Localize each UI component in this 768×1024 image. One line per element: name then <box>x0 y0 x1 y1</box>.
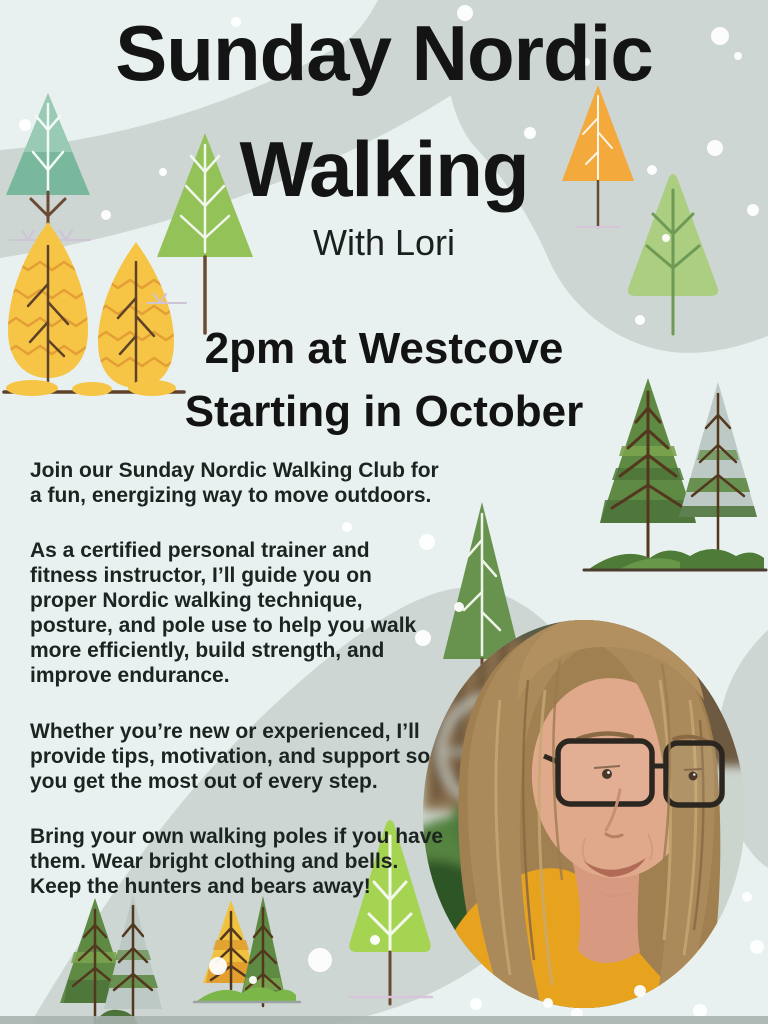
poster-title-line1: Sunday Nordic <box>115 9 653 97</box>
body-line: improve endurance. <box>30 664 230 687</box>
body-line: Keep the hunters and bears away! <box>30 875 371 898</box>
body-line: more efficiently, build strength, and <box>30 639 385 662</box>
body-line: you get the most out of every step. <box>30 770 378 793</box>
body-line: Bring your own walking poles if you have <box>30 825 444 848</box>
event-time-location: 2pm at Westcove <box>204 324 564 373</box>
body-line: posture, and pole use to help you walk <box>30 614 417 637</box>
paragraph-intro <box>30 458 439 508</box>
paragraph-support <box>30 719 430 794</box>
body-line: them. Wear bright clothing and bells. <box>30 850 399 873</box>
paragraph-trainer <box>30 538 416 688</box>
body-line: proper Nordic walking technique, <box>30 589 363 612</box>
body-line: a fun, energizing way to move outdoors. <box>30 484 432 507</box>
body-line: As a certified personal trainer and <box>30 539 370 562</box>
body-line: Join our Sunday Nordic Walking Club for <box>30 459 439 482</box>
bottom-edge-strip <box>0 1016 768 1024</box>
body-line: fitness instructor, I’ll guide you on <box>30 564 372 587</box>
body-line: provide tips, motivation, and support so <box>30 745 431 768</box>
poster-title-line2: Walking <box>239 125 529 213</box>
poster-subtitle: With Lori <box>312 222 456 263</box>
body-line: Whether you’re new or experienced, I’ll <box>30 720 420 743</box>
event-start-date: Starting in October <box>184 387 584 436</box>
paragraph-gear <box>30 824 443 899</box>
